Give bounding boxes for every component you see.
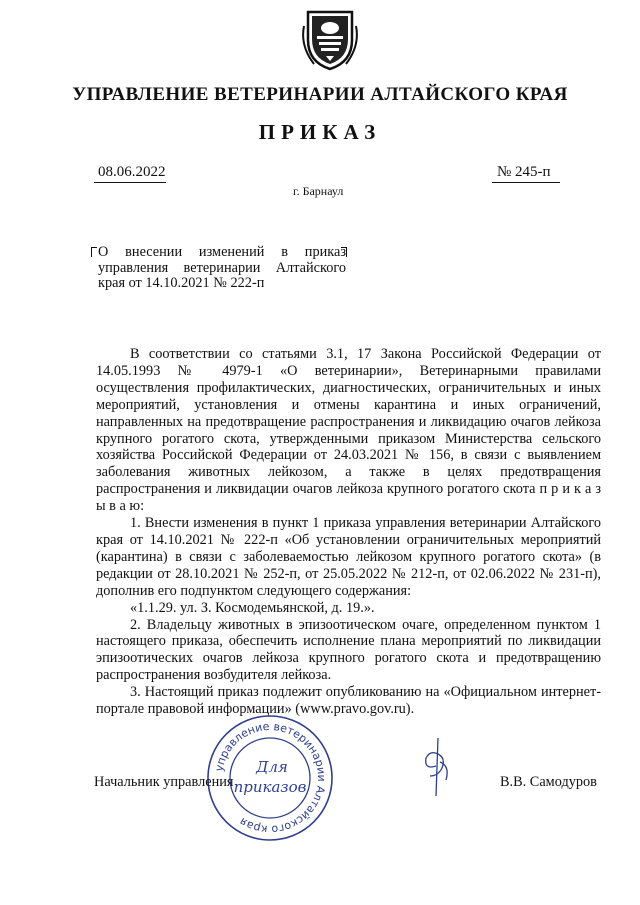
order-word: п р и к а з ы в а ю:: [96, 481, 602, 515]
number-underline: [492, 182, 560, 183]
date-underline: [94, 182, 166, 183]
stamp-center-line-2: приказов: [233, 778, 307, 796]
document-date: 08.06.2022: [98, 164, 166, 180]
item-1-subitem: «1.1.29. ул. З. Космодемьянской, д. 19.».: [130, 599, 375, 616]
handwritten-signature: [416, 736, 456, 798]
signatory-title: Начальник управления: [94, 774, 234, 790]
document-subject: О внесении изменений в приказ управления ветеринарии Алтайского края от 14.10.2021 № 222-п: [98, 244, 346, 291]
document-number: № 245-п: [497, 164, 551, 180]
subject-bracket-left: [91, 247, 97, 257]
document-city: г. Барнаул: [293, 184, 344, 198]
intro-paragraph: [96, 346, 601, 515]
document-type: ПРИКАЗ: [258, 120, 382, 144]
item-2: 2. Владельцу животных в эпизоотическом очаге, определенном пунктом 1 настоящего приказа, обеспечить исполнение плана мероприятий по ликвидации эпизоотических очагов лейкоза крупного рогатого скота и предотвращению распространения возбудителя лейкоза.: [96, 616, 601, 684]
document-body: [96, 346, 601, 718]
stamp-ring-text: управление ветеринарии Алтайского края: [212, 719, 329, 837]
stamp-center-line-1: Для: [256, 758, 288, 776]
intro-text: В соответствии со статьями 3.1, 17 Закона Российской Федерации от 14.05.1993 № 4979-1 «О ветеринарии», Ветеринарными правилами осуществления профилактических, диагностических, ограничительных и иных мероприятий, установления и отмены карантина и иных ограничений, направленных на предотвращение распространения и ликвидацию очагов лейкоза крупного рогатого скота, утвержденными приказом Министерства сельского хозяйства Российской Федерации от 24.03.2021 № 156, в связи с выявлением заболевания животных лейкозом, а также в целях предотвращения распространения и ликвидации очагов лейкоза крупного рогатого скота: [96, 346, 601, 498]
signatory-name: В.В. Самодуров: [500, 774, 597, 790]
coat-of-arms-icon: [300, 6, 360, 72]
item-3: 3. Настоящий приказ подлежит опубликованию на «Официальном интернет-портале правовой информации» (www.pravo.gov.ru).: [96, 684, 601, 718]
item-1: 1. Внести изменения в пункт 1 приказа управления ветеринарии Алтайского края от 14.10.2021 № 222-п «Об установлении ограничительных мероприятий (карантина) в связи с заболеваемостью лейкозом крупного рогатого скота» (в редакции от 28.10.2021 № 252-п, от 25.05.2022 № 212-п, от 02.06.2022 № 231-п), дополнив его подпунктом следующего содержания:: [96, 515, 601, 599]
organization-name: УПРАВЛЕНИЕ ВЕТЕРИНАРИИ АЛТАЙСКОГО КРАЯ: [72, 84, 568, 105]
